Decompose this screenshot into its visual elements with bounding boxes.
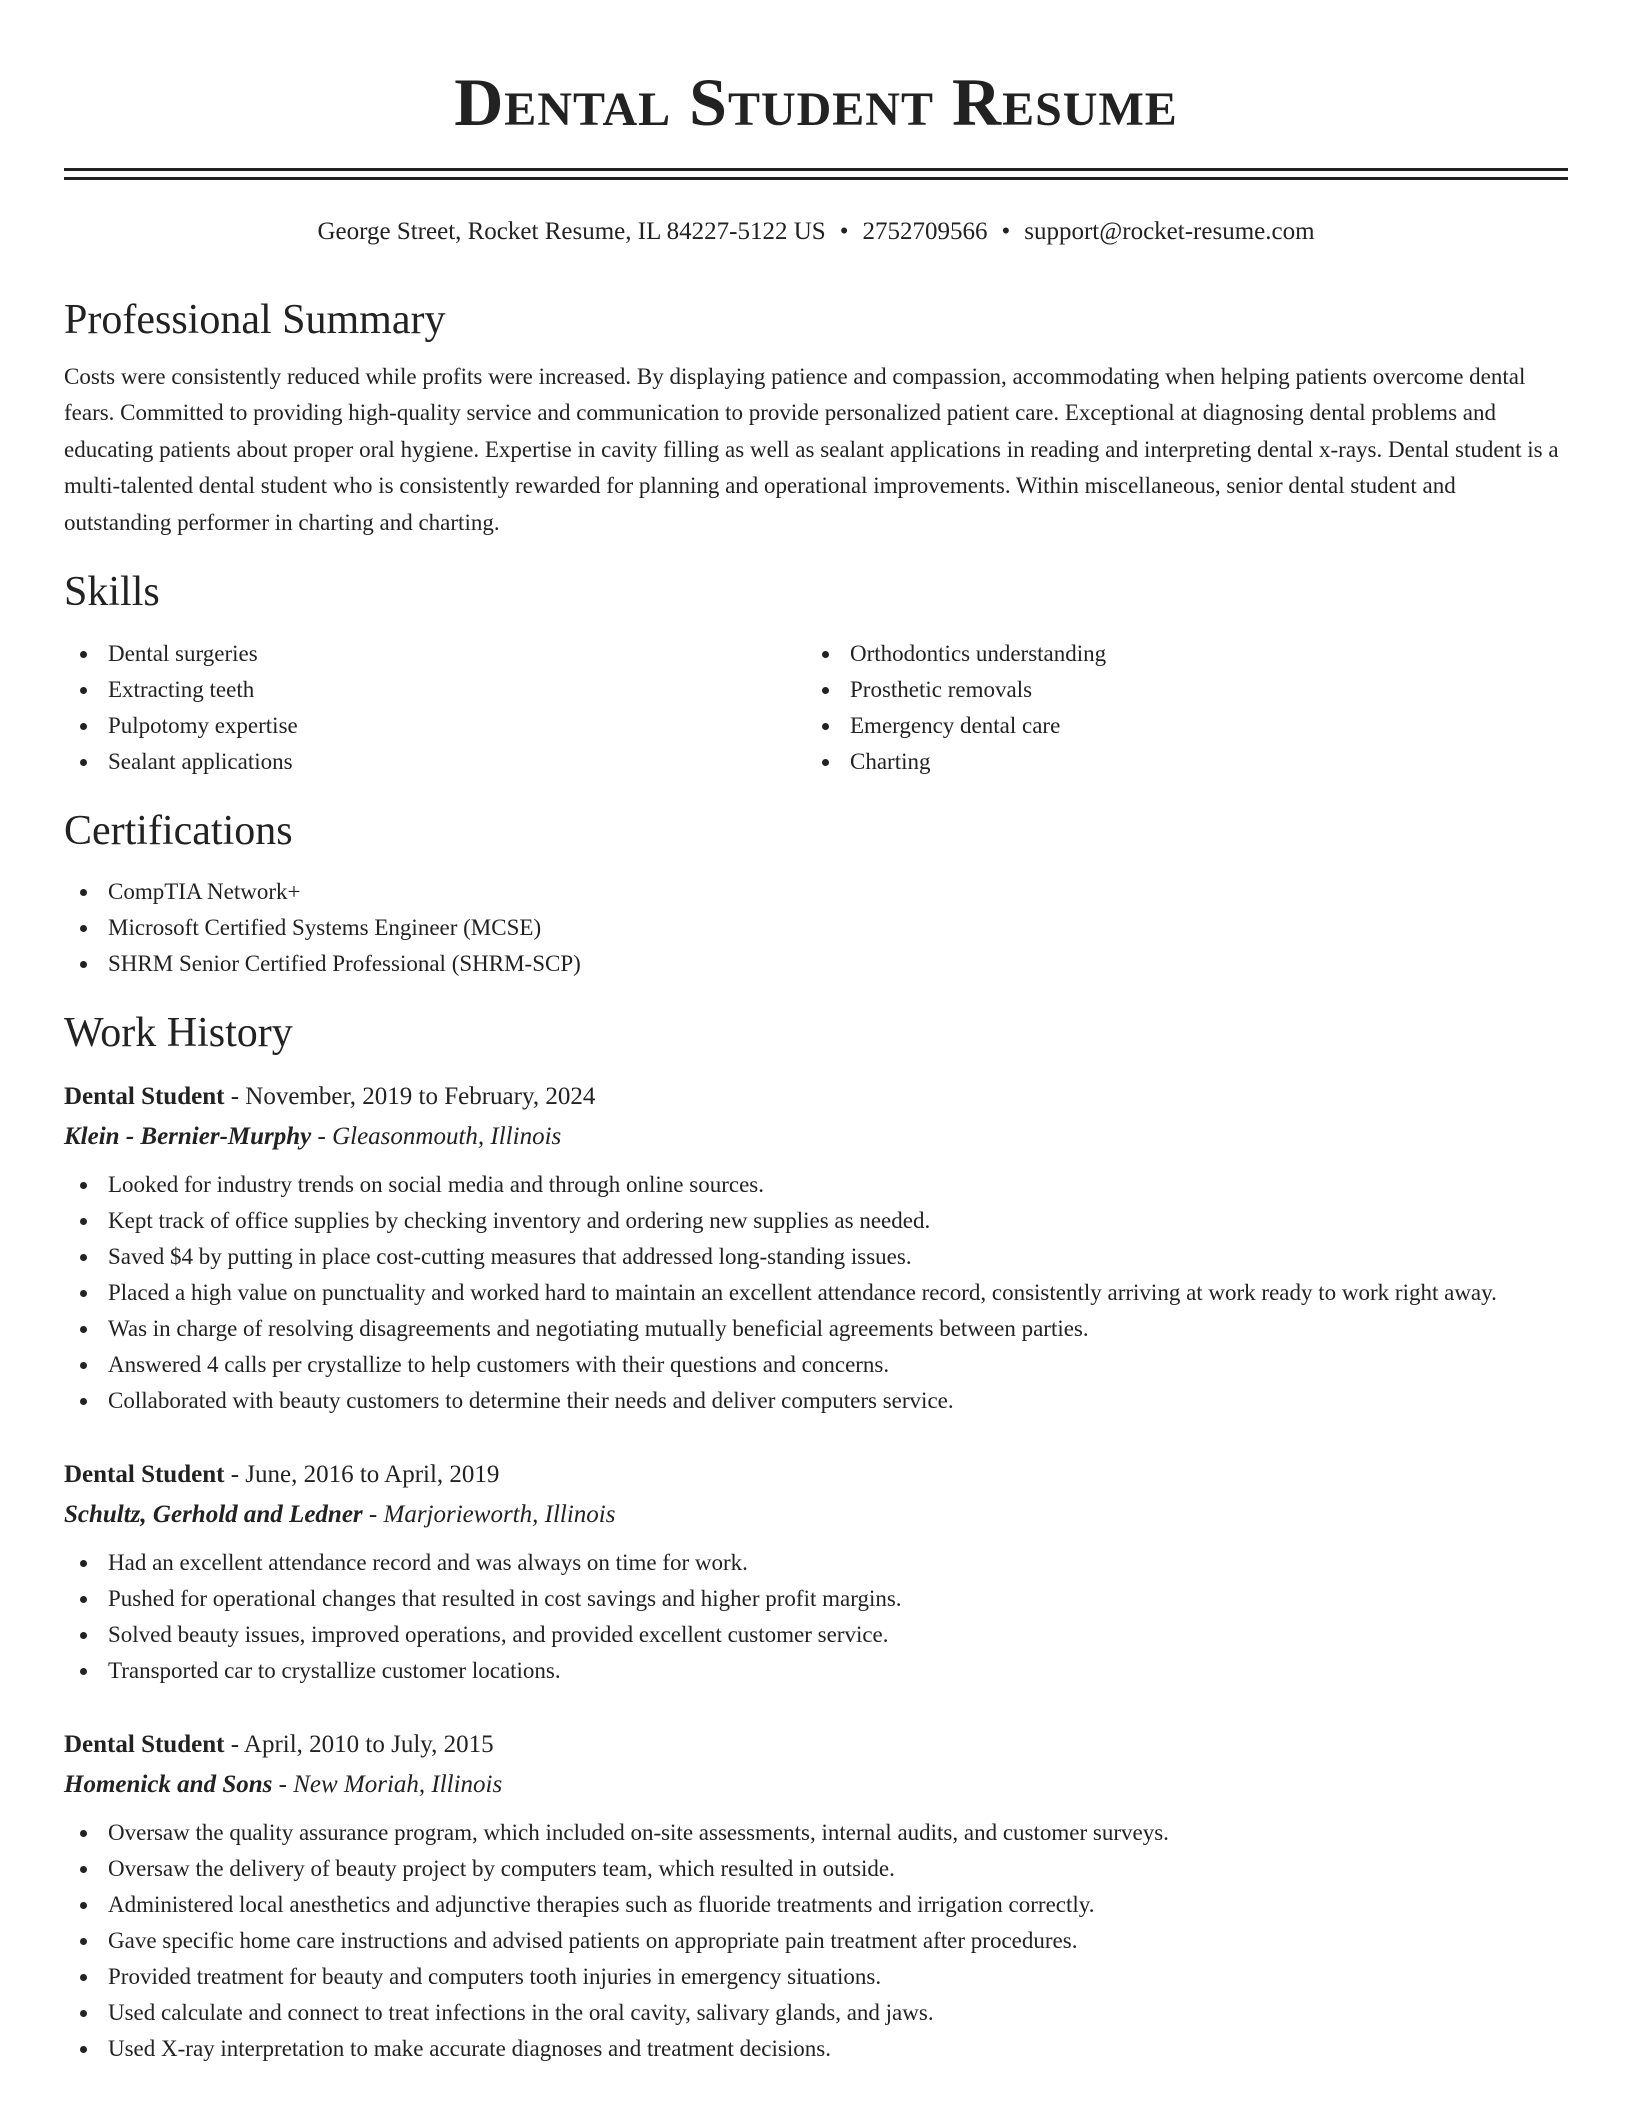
job-location: - New Moriah, Illinois <box>272 1770 503 1798</box>
job-dates: - November, 2019 to February, 2024 <box>224 1082 596 1110</box>
summary-text: Costs were consistently reduced while profits were increased. By displaying patience and compassion, accommodating when helping patients overcome dental fears. Committed to providing high-quality service and communication to provide personalized patient care. Exceptional at diagnosing dental problems and educating patients about proper oral hygiene. Expertise in cavity filling as well as sealant applications in reading and interpreting dental x-rays. Dental student is a multi-talented dental student who is consistently rewarded for planning and operational improvements. Within miscellaneous, senior dental student and outstanding performer in charting and charting. <box>64 363 1559 535</box>
job-role: Dental Student <box>64 1082 225 1110</box>
job-duty-item: Oversaw the delivery of beauty project by computers team, which resulted in outside. <box>64 1851 1568 1887</box>
contact-separator: • <box>839 218 849 245</box>
job-company: Klein - Bernier-Murphy <box>64 1122 312 1150</box>
job-duty-item: Administered local anesthetics and adjunctive therapies such as fluoride treatments and irrigation correctly. <box>64 1887 1568 1923</box>
skill-item: Emergency dental care <box>806 708 1548 744</box>
job-role: Dental Student <box>64 1730 225 1758</box>
job-dates: - April, 2010 to July, 2015 <box>224 1730 494 1758</box>
section-heading-work-history: Work History <box>64 1010 293 1057</box>
section-heading-skills: Skills <box>64 569 160 616</box>
job-duties-list <box>64 1167 1568 1419</box>
job-duty-item: Solved beauty issues, improved operations, and provided excellent customer service. <box>64 1617 1568 1653</box>
job-duty-item: Transported car to crystallize customer locations. <box>64 1653 1568 1689</box>
certification-item: SHRM Senior Certified Professional (SHRM-SCP) <box>64 946 1568 982</box>
skills-section <box>64 567 1568 779</box>
skill-item: Extracting teeth <box>64 672 806 708</box>
job-duty-item: Provided treatment for beauty and computers tooth injuries in emergency situations. <box>64 1959 1568 1995</box>
job-duty-item: Looked for industry trends on social media and through online sources. <box>64 1167 1568 1203</box>
skills-columns <box>64 636 1568 780</box>
skills-list-left <box>64 636 806 780</box>
skill-item: Charting <box>806 744 1548 780</box>
job-title-line <box>64 1725 1568 1765</box>
certifications-list <box>64 874 1568 982</box>
title-double-rule <box>64 168 1568 180</box>
skill-item: Prosthetic removals <box>806 672 1548 708</box>
job-company: Schultz, Gerhold and Ledner <box>64 1500 363 1528</box>
job-company: Homenick and Sons <box>64 1770 273 1798</box>
job-location: - Marjorieworth, Illinois <box>362 1500 616 1528</box>
contact-phone: 2752709566 <box>862 218 988 245</box>
job-location: - Gleasonmouth, Illinois <box>311 1122 562 1150</box>
skill-item: Dental surgeries <box>64 636 806 672</box>
job-duty-item: Used X-ray interpretation to make accurate diagnoses and treatment decisions. <box>64 2031 1568 2067</box>
skill-item: Pulpotomy expertise <box>64 708 806 744</box>
job-duty-item: Oversaw the quality assurance program, which included on-site assessments, internal audits, and customer surveys. <box>64 1815 1568 1851</box>
job-duty-item: Gave specific home care instructions and advised patients on appropriate pain treatment after procedures. <box>64 1923 1568 1959</box>
professional-summary-section <box>64 295 1568 542</box>
skill-item: Sealant applications <box>64 744 806 780</box>
certification-item: CompTIA Network+ <box>64 874 1568 910</box>
work-history-section <box>64 1008 1568 2066</box>
job-duties-list <box>64 1815 1568 2067</box>
job-duty-item: Was in charge of resolving disagreements and negotiating mutually beneficial agreements between parties. <box>64 1311 1568 1347</box>
contact-email: support@rocket-resume.com <box>1024 218 1315 245</box>
contact-line <box>64 216 1568 249</box>
job-title-line <box>64 1077 1568 1117</box>
skill-item: Orthodontics understanding <box>806 636 1548 672</box>
job-duty-item: Collaborated with beauty customers to determine their needs and deliver computers service. <box>64 1383 1568 1419</box>
job-duty-item: Had an excellent attendance record and was always on time for work. <box>64 1545 1568 1581</box>
job-role: Dental Student <box>64 1460 225 1488</box>
job-duty-item: Answered 4 calls per crystallize to help customers with their questions and concerns. <box>64 1347 1568 1383</box>
job-entry <box>64 1725 1568 2067</box>
skills-list-right <box>806 636 1548 780</box>
job-duty-item: Kept track of office supplies by checking inventory and ordering new supplies as needed. <box>64 1203 1568 1239</box>
job-duty-item: Placed a high value on punctuality and worked hard to maintain an excellent attendance record, consistently arriving at work ready to work right away. <box>64 1275 1568 1311</box>
contact-separator: • <box>1001 218 1011 245</box>
job-duties-list <box>64 1545 1568 1689</box>
section-heading-summary: Professional Summary <box>64 296 446 343</box>
job-entry <box>64 1455 1568 1689</box>
certifications-section <box>64 806 1568 982</box>
job-duty-item: Used calculate and connect to treat infections in the oral cavity, salivary glands, and jaws. <box>64 1995 1568 2031</box>
job-duty-item: Saved $4 by putting in place cost-cutting measures that addressed long-standing issues. <box>64 1239 1568 1275</box>
job-company-line <box>64 1495 1568 1535</box>
contact-address: George Street, Rocket Resume, IL 84227-5122 US <box>317 218 826 245</box>
document-title: Dental Student Resume <box>454 64 1178 140</box>
job-company-line <box>64 1117 1568 1157</box>
job-entry <box>64 1077 1568 1419</box>
certification-item: Microsoft Certified Systems Engineer (MCSE) <box>64 910 1568 946</box>
job-duty-item: Pushed for operational changes that resulted in cost savings and higher profit margins. <box>64 1581 1568 1617</box>
job-title-line <box>64 1455 1568 1495</box>
job-company-line <box>64 1765 1568 1805</box>
job-dates: - June, 2016 to April, 2019 <box>224 1460 500 1488</box>
section-heading-certifications: Certifications <box>64 807 293 854</box>
resume-page <box>64 0 1568 2067</box>
